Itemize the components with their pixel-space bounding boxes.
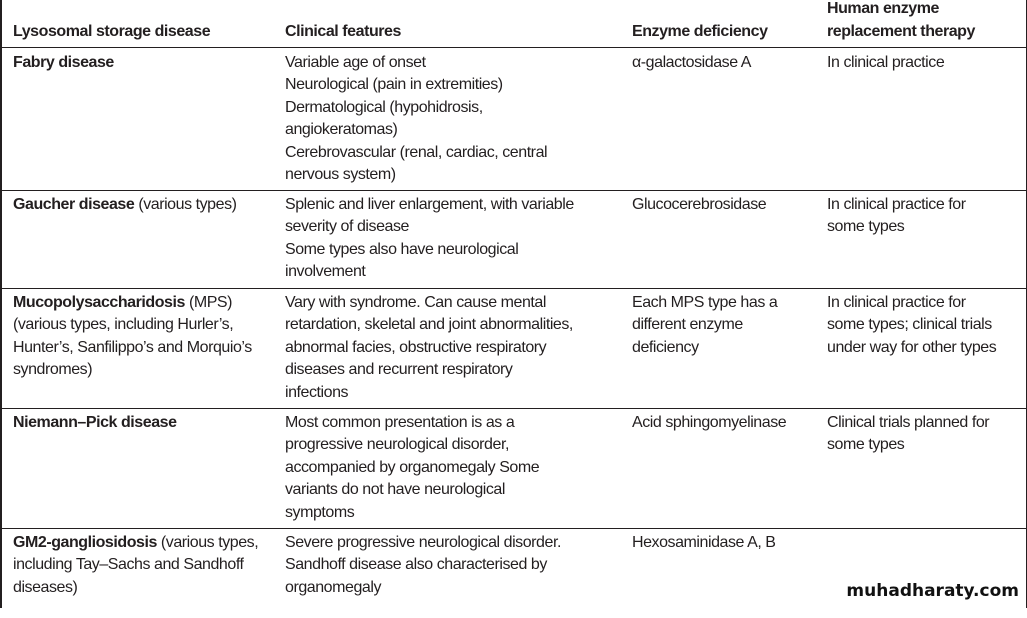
features-cell-line: involvement [285,263,366,281]
enzyme-cell-line: Acid sphingomyelinase [632,414,787,431]
table-header [0,0,1026,48]
features-cell-line: angiokeratomas) [285,121,398,139]
watermark: muhadharaty.com [846,580,1019,601]
features-cell-line: Most common presentation is as a [285,414,515,431]
header-features: Clinical features [285,22,401,40]
therapy-cell [827,292,1022,359]
features-cell-line: infections [285,383,349,401]
therapy-cell-line: In clinical practice [827,54,945,71]
enzyme-cell-line: Hexosaminidase A, B [632,534,776,551]
features-cell-line: diseases and recurrent respiratory [285,361,513,379]
disease-name: Fabry disease [13,54,114,71]
therapy-cell-line: under way for other types [827,338,997,356]
features-cell [285,292,620,404]
features-cell-line: Severe progressive neurological disorder. [285,534,561,551]
table-row [0,528,1026,618]
features-cell-line: variants do not have neurological [285,481,505,499]
disease-name: Niemann–Pick disease [13,414,177,431]
features-cell [285,532,620,599]
table-row [0,288,1026,409]
features-cell-line: Sandhoff disease also characterised by [285,556,547,574]
enzyme-cell-line: Glucocerebrosidase [632,196,767,213]
therapy-cell-line: In clinical practice for [827,196,966,213]
enzyme-cell-line: deficiency [632,338,699,356]
header-therapy-line: Human enzyme [827,0,939,18]
table-row [0,408,1026,529]
features-cell-line: abnormal facies, obstructive respiratory [285,338,547,356]
enzyme-cell-line: α-galactosidase A [632,54,752,71]
header-disease: Lysosomal storage disease [13,22,211,40]
enzyme-cell [632,292,817,359]
features-cell-line: progressive neurological disorder, [285,436,509,454]
therapy-cell-line: some types [827,436,905,454]
features-cell-line: retardation, skeletal and joint abnormalities, [285,316,573,334]
disease-detail: (various types) [134,196,237,213]
therapy-cell-line: In clinical practice for [827,294,966,311]
header-enzyme: Enzyme deficiency [632,22,768,40]
disease-name: Mucopolysaccharidosis [13,294,185,311]
features-cell-line: Cerebrovascular (renal, cardiac, central [285,143,548,161]
therapy-cell-line: Clinical trials planned for [827,414,990,431]
features-cell-line: accompanied by organomegaly Some [285,458,540,476]
disease-cell [13,194,278,216]
therapy-cell [827,194,1022,239]
disease-detail: (MPS) (various types, including Hurler’s, Hunter’s, Sanfilippo’s and Morquio’s syndromes) [13,294,252,379]
features-cell-line: severity of disease [285,218,409,236]
features-cell-line: nervous system) [285,166,396,184]
disease-cell [13,532,278,599]
table-row [0,48,1026,191]
features-cell-line: organomegaly [285,578,381,596]
header-therapy-line: replacement therapy [827,22,975,40]
features-cell [285,412,620,524]
features-cell-line: Some types also have neurological [285,240,519,258]
enzyme-cell [632,532,817,554]
enzyme-cell-line: Each MPS type has a [632,294,778,311]
therapy-cell-line: some types [827,218,905,236]
header-therapy [827,0,1022,43]
disease-cell [13,292,278,382]
disease-detail: (various types, including Tay–Sachs and Sandhoff diseases) [13,534,259,596]
enzyme-cell [632,194,817,216]
therapy-cell [827,52,1022,74]
features-cell [285,194,620,284]
enzyme-cell [632,412,817,434]
features-cell [285,52,620,186]
features-cell-line: Dermatological (hypohidrosis, [285,98,483,116]
disease-cell [13,52,278,74]
disease-name: GM2-gangliosidosis [13,534,157,551]
features-cell-line: Variable age of onset [285,54,426,71]
disease-cell [13,412,278,434]
features-cell-line: Splenic and liver enlargement, with variable [285,196,574,213]
therapy-cell [827,412,1022,457]
disease-name: Gaucher disease [13,196,135,213]
features-cell-line: Vary with syndrome. Can cause mental [285,294,546,311]
table-row [0,190,1026,289]
features-cell-line: symptoms [285,503,355,521]
therapy-cell-line: some types; clinical trials [827,316,992,334]
enzyme-cell [632,52,817,74]
features-cell-line: Neurological (pain in extremities) [285,76,503,94]
enzyme-cell-line: different enzyme [632,316,743,334]
